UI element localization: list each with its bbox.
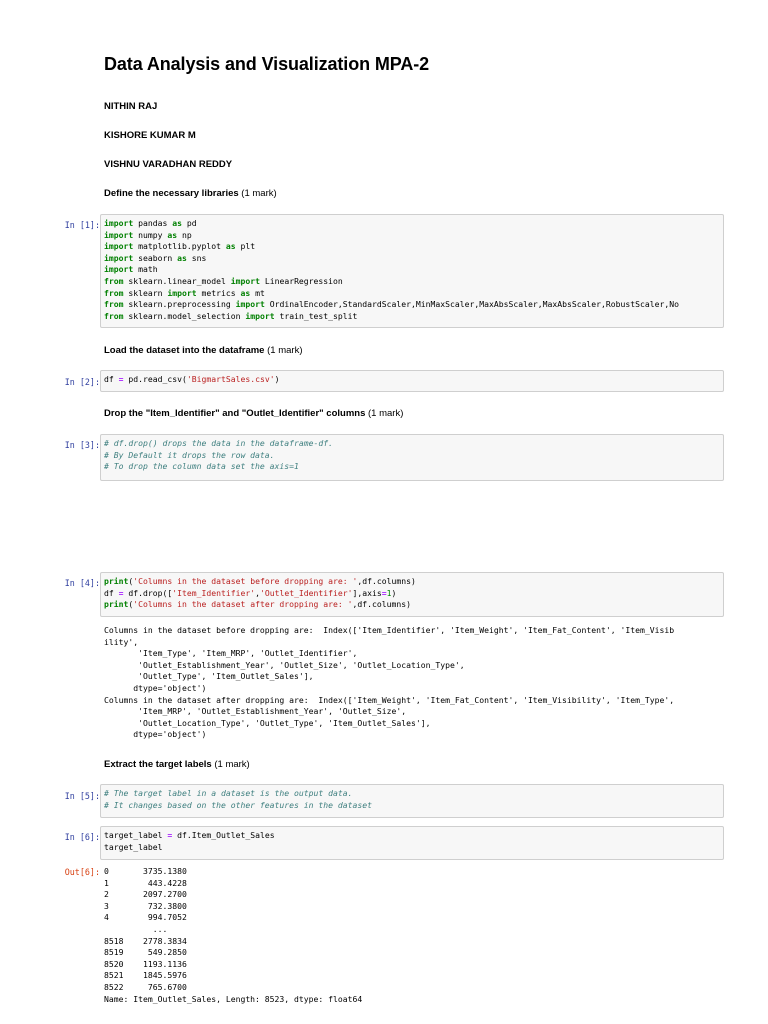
marks-text: (1 mark) [211, 759, 250, 770]
code-token: 'Columns in the dataset after dropping are: ' [133, 599, 353, 610]
code-token: 1 [386, 587, 392, 598]
code-line [104, 842, 162, 852]
code-cell-5[interactable] [100, 784, 724, 818]
code-token: pandas [133, 218, 173, 228]
code-cell-3[interactable] [100, 434, 724, 481]
code-token: sns [186, 252, 207, 263]
input-prompt-6: In [6]: [64, 832, 100, 842]
code-token: import [104, 229, 134, 240]
code-token: import [104, 252, 134, 263]
code-token: from [104, 287, 124, 298]
heading-text: Define the necessary libraries [104, 188, 239, 199]
heading-libraries [104, 188, 277, 199]
code-token: import [245, 310, 275, 321]
code-token: df [104, 374, 119, 384]
marks-text: (1 mark) [238, 188, 277, 199]
code-token: df.Item_Outlet_Sales [172, 830, 275, 840]
code-token: import [230, 275, 260, 286]
code-line [104, 288, 265, 298]
code-token: # To drop the column data set the axis=1 [104, 461, 299, 472]
marks-text: (1 mark) [365, 408, 404, 419]
code-token: metrics [196, 287, 241, 298]
heading-text: Extract the target labels [104, 759, 212, 770]
code-editor[interactable] [101, 371, 723, 389]
code-token: numpy [133, 229, 168, 240]
author-2: KISHORE KUMAR M [104, 130, 196, 141]
code-token: # By Default it drops the row data. [104, 449, 275, 460]
code-line [104, 830, 275, 840]
code-token: math [133, 264, 158, 275]
code-cell-2[interactable] [100, 370, 724, 392]
code-token: ],axis [352, 587, 382, 598]
code-token: ,df.columns) [357, 576, 416, 586]
code-line [104, 264, 158, 274]
heading-load [104, 345, 302, 356]
code-line [104, 800, 372, 810]
code-line [104, 450, 275, 460]
code-token: 'Outlet_Identifier' [259, 587, 353, 598]
code-token: LinearRegression [259, 275, 343, 286]
code-editor[interactable] [101, 573, 723, 614]
code-token: 'Item_Identifier' [172, 587, 256, 598]
code-editor[interactable] [101, 435, 723, 476]
code-token: train_test_split [274, 310, 358, 321]
code-token: df.drop([ [123, 587, 173, 598]
output-prompt-6: Out[6]: [64, 867, 100, 877]
code-token: 'BigmartSales.csv' [186, 374, 275, 384]
page-title: Data Analysis and Visualization MPA-2 [104, 54, 430, 74]
code-token: np [177, 229, 192, 240]
code-line [104, 241, 255, 251]
code-token: as [172, 218, 182, 228]
code-token: # The target label in a dataset is the output data. [104, 788, 353, 798]
cell-6-output: 0 3735.1380 1 443.4228 2 2097.2700 3 732.3800 4 994.7052 ... 8518 2778.3834 8519 549.2850 8520 1193.1136 8521 1845.5976 8522 765.6700 Name: Item_Outlet_Sales, Length: 8523, dtype: float64 [104, 866, 363, 1004]
code-token: from [104, 275, 124, 286]
code-token: ,df.columns) [352, 599, 412, 610]
code-token: ( [128, 576, 134, 586]
input-prompt-4: In [4]: [64, 578, 100, 588]
code-token: matplotlib.pyplot [133, 241, 226, 252]
code-line [104, 599, 411, 609]
code-token: # It changes based on the other features in the dataset [104, 799, 373, 810]
marks-text: (1 mark) [264, 345, 303, 356]
code-token: import [167, 287, 197, 298]
code-line [104, 588, 396, 598]
code-token: from [104, 299, 124, 310]
code-token: 'Columns in the dataset before dropping are: ' [133, 576, 358, 586]
heading-text: Load the dataset into the dataframe [104, 345, 265, 356]
code-token: sklearn.linear_model [123, 275, 231, 286]
code-line [104, 218, 197, 228]
code-line [104, 788, 353, 798]
code-cell-1[interactable] [100, 214, 724, 328]
input-prompt-2: In [2]: [64, 377, 100, 387]
code-token: sklearn [123, 287, 168, 298]
code-token: as [225, 241, 236, 252]
heading-target [104, 759, 250, 770]
input-prompt-3: In [3]: [64, 440, 100, 450]
code-token: target_label [104, 830, 168, 840]
code-editor[interactable] [101, 215, 723, 325]
code-token: , [255, 587, 260, 598]
code-token: import [235, 299, 265, 310]
code-token: import [104, 241, 134, 252]
code-token: as [240, 287, 251, 298]
code-token: plt [235, 241, 256, 252]
code-token: mt [250, 287, 265, 298]
code-token: = [118, 587, 124, 598]
code-token: OrdinalEncoder,StandardScaler,MinMaxScaler,MaxAbsScaler,MaxAbsScaler,RobustScaler,No [264, 299, 680, 310]
code-cell-4[interactable] [100, 572, 724, 617]
code-token: as [177, 252, 187, 263]
code-line [104, 230, 192, 240]
code-token: from [104, 310, 124, 321]
author-1: NITHIN RAJ [104, 101, 158, 112]
code-token: df [104, 587, 119, 598]
code-token: # df.drop() drops the data in the dataframe-df. [104, 438, 334, 448]
author-3: VISHNU VARADHAN REDDY [104, 159, 233, 170]
code-token: import [104, 218, 134, 228]
code-line [104, 576, 416, 586]
code-token: ) [274, 374, 280, 384]
code-cell-6[interactable] [100, 826, 724, 860]
code-line [104, 299, 679, 309]
heading-drop [104, 408, 403, 419]
code-token: ( [128, 599, 134, 610]
code-editor[interactable] [101, 827, 723, 856]
code-token: import [104, 264, 134, 275]
code-token: sklearn.preprocessing [123, 299, 236, 310]
code-editor[interactable] [101, 785, 723, 814]
code-token: target_label [104, 841, 163, 852]
code-line [104, 311, 357, 321]
code-token: seaborn [133, 252, 178, 263]
code-line [104, 438, 333, 448]
heading-text: Drop the "Item_Identifier" and "Outlet_Identifier" columns [104, 408, 366, 419]
code-line [104, 374, 279, 384]
code-line [104, 276, 343, 286]
code-token: print [104, 576, 129, 586]
input-prompt-5: In [5]: [64, 791, 100, 801]
code-token: = [118, 374, 124, 384]
input-prompt-1: In [1]: [64, 220, 100, 230]
code-token: pd [181, 218, 197, 228]
cell-4-output: Columns in the dataset before dropping are: Index(['Item_Identifier', 'Item_Weight', 'Item_Fat_Content', 'Item_Visib ility', 'Item_Type', 'Item_MRP', 'Outlet_Identifier', 'Outlet_Establishment_Year', 'Outlet_Size', 'Outlet_Location_Type', 'Outlet_Type', 'Item_Outlet_Sales'], dtype='object') Columns in the dataset after dropping are: Index(['Item_Weight', 'Item_Fat_Content', 'Item_Visibility', 'Item_Type', 'Item_MRP', 'Outlet_Establishment_Year', 'Outlet_Size', 'Outlet_Location_Type', 'Outlet_Type', 'Item_Outlet_Sales'], dtype='object') [104, 625, 675, 740]
code-token: = [167, 830, 173, 840]
code-token: = [381, 587, 387, 598]
code-token: sklearn.model_selection [123, 310, 246, 321]
code-token: pd.read_csv( [123, 374, 187, 384]
code-token: print [104, 599, 129, 610]
code-line [104, 461, 299, 471]
code-token: ) [391, 587, 397, 598]
code-line [104, 253, 206, 263]
code-token: as [167, 229, 178, 240]
